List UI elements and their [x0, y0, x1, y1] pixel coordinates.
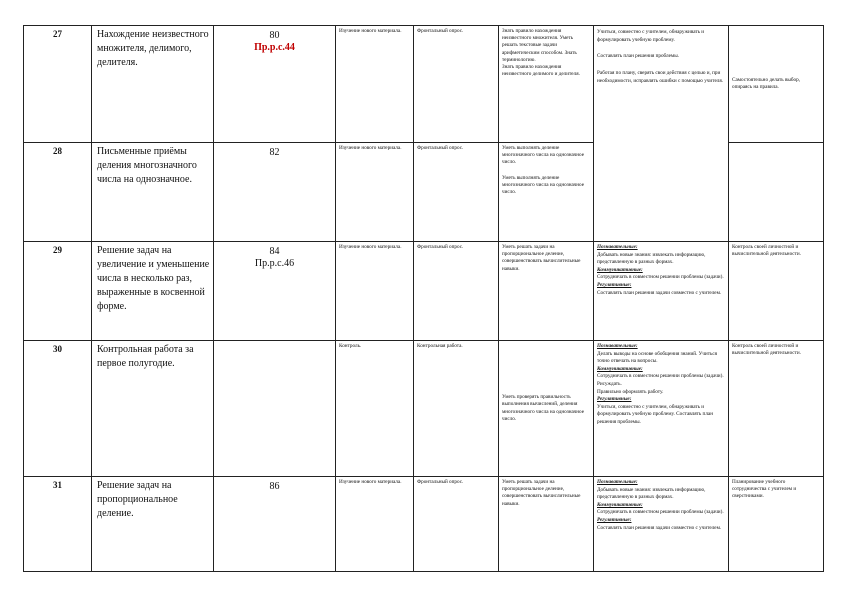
- lesson-topic: Контрольная работа за первое полугодие.: [92, 341, 214, 477]
- skills-cell: [499, 26, 594, 143]
- skills-cell: Уметь решать задачи на пропорциональное деление, совершенствовать вычислительные навыки.: [499, 477, 594, 572]
- uud-cell: [594, 26, 729, 242]
- uud-text: Делать выводы на основе обобщения знаний. Учиться точно отвечать на вопросы.: [597, 350, 718, 365]
- skills-cell: Уметь проверять правильность выполнения вычислений, деления многозначного числа на однозначное число.: [499, 341, 594, 477]
- lesson-type: Контроль.: [336, 341, 414, 477]
- lesson-type: Изучение нового материала.: [336, 477, 414, 572]
- activity-cell: Контроль своей личностной и вычислительной деятельности.: [729, 341, 824, 477]
- lesson-page: [214, 477, 336, 572]
- table-row: [24, 341, 824, 477]
- uud-heading: Регулятивные:: [597, 516, 632, 523]
- skill-text: Знать правило нахождения неизвестного множителя. Уметь решать текстовые задачи арифметическим способом. Знать терминологию.: [502, 28, 577, 63]
- activity-cell: Планирование учебного сотрудничества с учителем и сверстниками.: [729, 477, 824, 572]
- uud-text: Рисуждать.: [597, 380, 622, 387]
- table-row: [24, 242, 824, 341]
- practice-ref: Пр.р.с.44: [254, 42, 295, 53]
- uud-heading: Коммуникативные:: [597, 365, 643, 372]
- uud-heading: Познавательные:: [597, 343, 638, 349]
- uud-heading: Регулятивные:: [597, 396, 632, 403]
- lesson-topic: Нахождение неизвестного множителя, делимого, делителя.: [92, 26, 214, 143]
- lesson-type: Изучение нового материала.: [336, 26, 414, 143]
- uud-text: Сотрудничать в совместном решении проблемы (задачи).: [597, 274, 724, 281]
- uud-heading: Коммуникативные:: [597, 501, 643, 508]
- uud-text: Составлять план решения проблемы.: [597, 53, 680, 60]
- control-form: Контрольная работа.: [414, 341, 499, 477]
- activity-cell: [729, 143, 824, 242]
- control-form: Фронтальный опрос.: [414, 477, 499, 572]
- lesson-number: 27: [24, 26, 92, 143]
- table-row: [24, 26, 824, 143]
- uud-text: Учиться, совместно с учителем, обнаруживать и формулировать учебную проблему.: [597, 29, 705, 44]
- lesson-page: [214, 143, 336, 242]
- uud-text: Составлять план решения задачи совместно с учителем.: [597, 524, 722, 531]
- page-number: 86: [269, 481, 280, 492]
- skills-cell: [499, 143, 594, 242]
- uud-text: Учиться, совместно с учителем, обнаруживать и формулировать учебную проблему. Составлять план решения проблемы.: [597, 403, 713, 425]
- lesson-type: Изучение нового материала.: [336, 143, 414, 242]
- uud-text: Сотрудничать в совместном решении проблемы (задачи).: [597, 373, 724, 380]
- lesson-page: [214, 26, 336, 143]
- lesson-page: [214, 242, 336, 341]
- uud-text: Работая по плану, сверять свои действия с целью и, при необходимости, исправлять ошибки с помощью учителя.: [597, 69, 724, 84]
- lesson-page: [214, 341, 336, 477]
- control-form: Фронтальный опрос.: [414, 26, 499, 143]
- skill-text: Уметь выполнять деление многозначного числа на однозначное число.: [502, 174, 585, 196]
- uud-heading: Коммуникативные:: [597, 266, 643, 273]
- lesson-plan-table: [23, 25, 824, 572]
- page-number: 82: [269, 147, 280, 158]
- uud-text: Составлять план решения задачи совместно с учителем.: [597, 289, 722, 296]
- control-form: Фронтальный опрос.: [414, 242, 499, 341]
- uud-heading: Познавательные:: [597, 479, 638, 485]
- skill-text: Знать правило нахождения неизвестного делимого и делителя.: [502, 64, 580, 78]
- activity-cell: Самостоятельно делать выбор, опираясь на правила.: [729, 26, 824, 143]
- practice-ref: Пр.р.с.46: [254, 258, 295, 269]
- uud-text: Сотрудничать в совместном решении проблемы (задачи).: [597, 509, 724, 516]
- lesson-topic: Решение задач на увеличение и уменьшение числа в несколько раз, выраженные в косвенной форме.: [92, 242, 214, 341]
- table-row: [24, 477, 824, 572]
- uud-cell: [594, 242, 729, 341]
- uud-text: Добывать новые знания: извлекать информацию, представленную в разных формах.: [597, 486, 706, 501]
- uud-heading: Регулятивные:: [597, 281, 632, 288]
- uud-cell: [594, 341, 729, 477]
- lesson-number: 28: [24, 143, 92, 242]
- lesson-topic: Письменные приёмы деления многозначного числа на однозначное.: [92, 143, 214, 242]
- activity-cell: Контроль своей личностной и вычислительной деятельности.: [729, 242, 824, 341]
- page-number: 80: [269, 30, 280, 41]
- page-number: 84: [269, 246, 280, 257]
- lesson-number: 31: [24, 477, 92, 572]
- uud-heading: Познавательные:: [597, 244, 638, 250]
- lesson-number: 29: [24, 242, 92, 341]
- uud-text: Добывать новые знания: извлекать информацию, представленную в разных формах.: [597, 251, 706, 266]
- lesson-type: Изучение нового материала.: [336, 242, 414, 341]
- control-form: Фронтальный опрос.: [414, 143, 499, 242]
- lesson-number: 30: [24, 341, 92, 477]
- uud-text: Правильно оформлять работу.: [597, 388, 664, 395]
- skill-text: Уметь выполнять деление многозначного числа на однозначное число.: [502, 145, 585, 166]
- lesson-topic: Решение задач на пропорциональное деление.: [92, 477, 214, 572]
- uud-cell: [594, 477, 729, 572]
- skills-cell: Уметь решать задачи на пропорциональное деление, совершенствовать вычислительные навыки.: [499, 242, 594, 341]
